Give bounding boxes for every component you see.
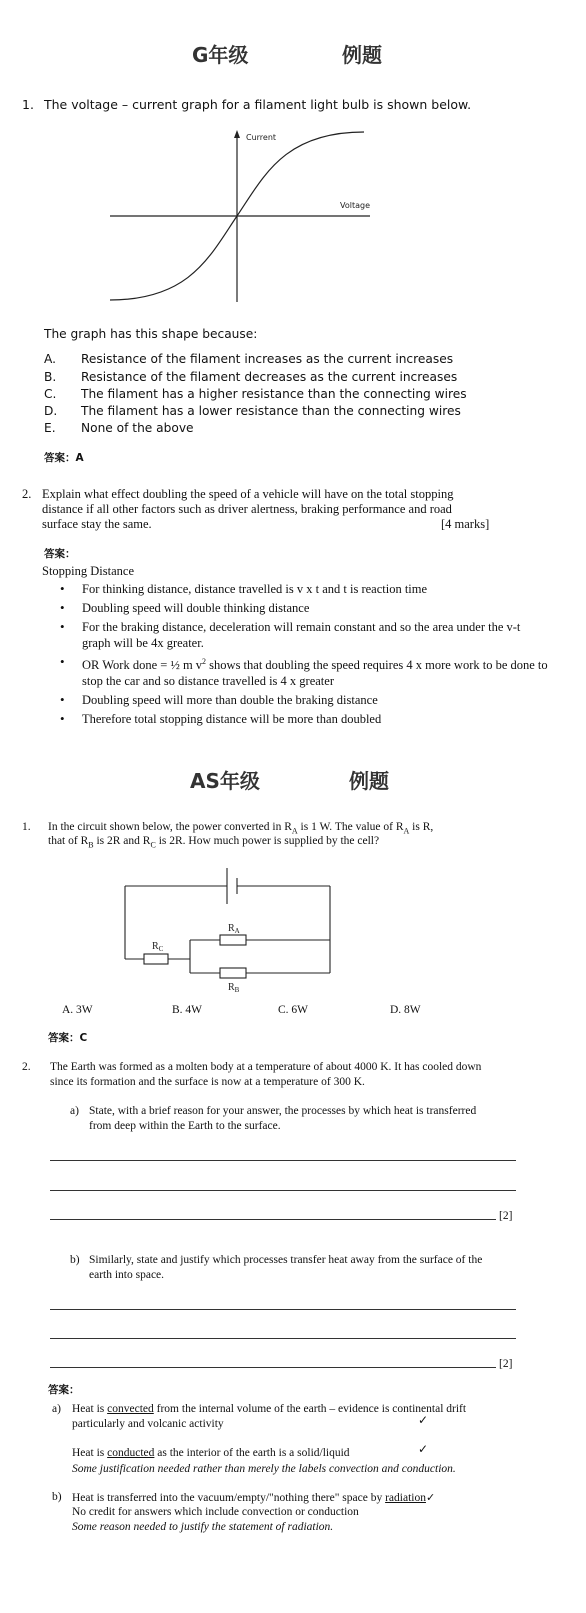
- option-letter-c: C.: [44, 387, 57, 401]
- answer-line-b3[interactable]: [50, 1367, 496, 1368]
- ans-a-line-4: Some justification needed rather than merely the labels convection and conduction.: [72, 1463, 456, 1475]
- as-q1-option-c: C. 6W: [278, 1004, 309, 1016]
- g-q2-number: 2.: [22, 487, 32, 501]
- section-g-title-left: G年级: [192, 43, 249, 67]
- as-q1-line-1: In the circuit shown below, the power converted in $R_A$ is 1 W. The value of $R_A$ is R,: [48, 821, 434, 836]
- option-text-a: Resistance of the filament increases as the current increases: [81, 352, 454, 366]
- g-q2-line-3: surface stay the same.: [42, 517, 152, 531]
- as-q1-number: 1.: [22, 821, 31, 833]
- ans-a-line-3: Heat is conducted as the interior of the earth is a solid/liquid: [72, 1447, 350, 1459]
- ans-a-line-2: particularly and volcanic activity: [72, 1418, 224, 1430]
- as-q1-option-b: B. 4W: [172, 1004, 203, 1016]
- bullet-1: • For thinking distance, distance travelled is v x t and t is reaction time: [60, 581, 550, 597]
- section-as-title-right: 例题: [349, 769, 389, 793]
- check-icon: ✓: [418, 1442, 429, 1456]
- resistor-rc: [144, 954, 168, 964]
- g-q2-heading: Stopping Distance: [42, 564, 135, 578]
- iv-graph: [100, 126, 390, 306]
- part-b-line-1: Similarly, state and justify which processes transfer heat away from the surface of the: [89, 1254, 483, 1266]
- part-a-line-2: from deep within the Earth to the surface.: [89, 1120, 281, 1132]
- part-b-line-2: earth into space.: [89, 1269, 165, 1281]
- option-text-b: Resistance of the filament decreases as the current increases: [81, 370, 458, 384]
- check-icon: ✓: [425, 1491, 436, 1504]
- ans-b-line-2: No credit for answers which include convection or conduction: [72, 1506, 359, 1518]
- answer-line-a3[interactable]: [50, 1219, 496, 1220]
- circuit-diagram: [110, 862, 340, 997]
- bullet-2: • Doubling speed will double thinking distance: [60, 600, 550, 616]
- g-q2-line-2: distance if all other factors such as driver alertness, braking performance and road: [42, 502, 452, 516]
- bullet-5: • Doubling speed will more than double the braking distance: [60, 692, 550, 708]
- part-a-line-1: State, with a brief reason for your answer, the processes by which heat is transferred: [89, 1105, 477, 1117]
- option-text-c: The filament has a higher resistance than the connecting wires: [81, 387, 467, 401]
- g-q2-marks: [4 marks]: [441, 517, 490, 531]
- bullet-4-b: shows that doubling the speed requires 4 x more work to be done to stop the car and so distance travelled is 4 x greater: [82, 658, 548, 689]
- ans-b-line-1: Heat is transferred into the vacuum/empty/"nothing there" space by radiation✓: [72, 1491, 436, 1504]
- label-rc: $R_C$: [152, 941, 164, 953]
- as-q2-line-1: The Earth was formed as a molten body at a temperature of about 4000 K. It has cooled down: [50, 1061, 482, 1073]
- as-q2-number: 2.: [22, 1061, 31, 1073]
- bullet-4-sup: 2: [202, 657, 207, 666]
- ans-b-label: b): [52, 1491, 62, 1503]
- option-letter-a: A.: [44, 352, 56, 366]
- as-q1-option-d: D. 8W: [390, 1004, 421, 1016]
- option-letter-d: D.: [44, 404, 58, 418]
- g-q2-answer-label: 答案：: [44, 548, 76, 560]
- g-q2-line-1: Explain what effect doubling the speed of a vehicle will have on the total stopping: [42, 487, 454, 501]
- bullet-4: [60, 654, 550, 689]
- as-q1-line-2: that of $R_B$ is 2R and $R_C$ is 2R. How much power is supplied by the cell?: [48, 835, 380, 850]
- graph-x-label: Voltage: [340, 201, 371, 210]
- label-ra: $R_A$: [228, 923, 240, 935]
- option-letter-b: B.: [44, 370, 57, 384]
- resistor-rb: [220, 968, 246, 978]
- ans-a-label: a): [52, 1403, 61, 1415]
- part-b-label: b): [70, 1254, 80, 1266]
- g-q2-bullets: [60, 581, 550, 730]
- option-text-d: The filament has a lower resistance than the connecting wires: [81, 404, 461, 418]
- as-q2-answer-label: 答案：: [48, 1384, 80, 1396]
- option-text-e: None of the above: [81, 421, 194, 435]
- bullet-3: • For the braking distance, deceleration will remain constant and so the area under the v-t graph will be 4x greater.: [60, 619, 550, 651]
- part-a-marks: [2]: [499, 1210, 513, 1222]
- part-b-marks: [2]: [499, 1358, 513, 1370]
- graph-y-arrow: [234, 130, 240, 138]
- g-q1-answer: 答案：A: [44, 452, 84, 464]
- as-q1-answer: 答案：C: [48, 1032, 88, 1044]
- resistor-ra: [220, 935, 246, 945]
- ans-b-line-3: Some reason needed to justify the statement of radiation.: [72, 1521, 334, 1533]
- ans-a-line-1: Heat is convected from the internal volume of the earth – evidence is continental drift: [72, 1403, 467, 1415]
- answer-line-b1[interactable]: [50, 1309, 516, 1310]
- answer-line-a1[interactable]: [50, 1160, 516, 1161]
- part-a-label: a): [70, 1105, 79, 1117]
- bullet-4-a: OR Work done = ½ m v: [82, 658, 203, 673]
- g-q1-number: 1.: [22, 97, 34, 112]
- answer-line-a2[interactable]: [50, 1190, 516, 1191]
- section-as-title-left: AS年级: [190, 769, 260, 793]
- g-q1-lead: The graph has this shape because:: [44, 327, 258, 341]
- option-letter-e: E.: [44, 421, 56, 435]
- label-rb: $R_B$: [228, 982, 240, 994]
- check-icon: ✓: [418, 1413, 429, 1427]
- as-q2-line-2: since its formation and the surface is now at a temperature of 300 K.: [50, 1076, 365, 1088]
- as-q1-option-a: A. 3W: [62, 1004, 93, 1016]
- g-q1-text: The voltage – current graph for a filament light bulb is shown below.: [44, 97, 472, 112]
- graph-y-label: Current: [246, 133, 277, 142]
- bullet-6: • Therefore total stopping distance will be more than doubled: [60, 711, 550, 727]
- section-g-title-right: 例题: [342, 43, 382, 67]
- answer-line-b2[interactable]: [50, 1338, 516, 1339]
